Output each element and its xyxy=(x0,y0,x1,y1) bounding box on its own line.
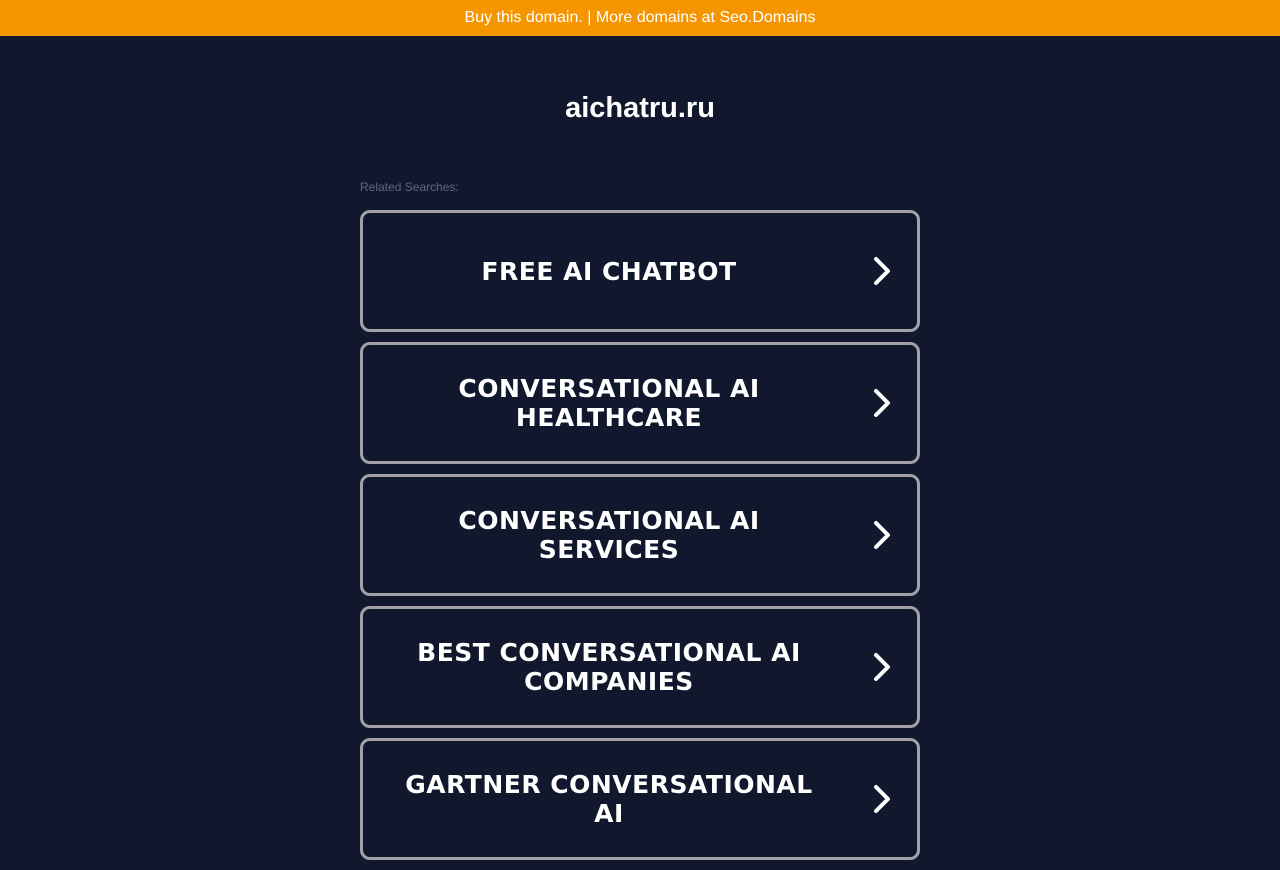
related-search-label: FREE AI CHATBOT xyxy=(481,256,737,286)
related-search-label: CONVERSATIONAL AI SERVICES xyxy=(458,506,760,564)
related-search-label: BEST CONVERSATIONAL AI COMPANIES xyxy=(417,638,801,696)
chevron-right-icon xyxy=(871,256,893,286)
related-searches-label: Related Searches: xyxy=(360,180,459,194)
related-search-conversational-ai-services[interactable] xyxy=(360,474,920,596)
more-domains-link[interactable]: More domains at Seo.Domains xyxy=(595,9,816,26)
related-search-gartner-conversational-ai[interactable] xyxy=(360,738,920,860)
domain-title: aichatru.ru xyxy=(565,92,715,124)
related-search-label: CONVERSATIONAL AI HEALTHCARE xyxy=(458,374,760,432)
related-search-best-conversational-ai-companies[interactable] xyxy=(360,606,920,728)
related-searches-list xyxy=(360,210,920,870)
chevron-right-icon xyxy=(871,784,893,814)
chevron-right-icon xyxy=(871,388,893,418)
related-search-free-ai-chatbot[interactable] xyxy=(360,210,920,332)
chevron-right-icon xyxy=(871,520,893,550)
buy-domain-link[interactable]: Buy this domain. xyxy=(464,9,583,26)
related-search-label: GARTNER CONVERSATIONAL AI xyxy=(405,770,813,828)
chevron-right-icon xyxy=(871,652,893,682)
related-search-conversational-ai-healthcare[interactable] xyxy=(360,342,920,464)
top-banner xyxy=(0,0,1280,36)
banner-separator: | xyxy=(582,9,596,26)
